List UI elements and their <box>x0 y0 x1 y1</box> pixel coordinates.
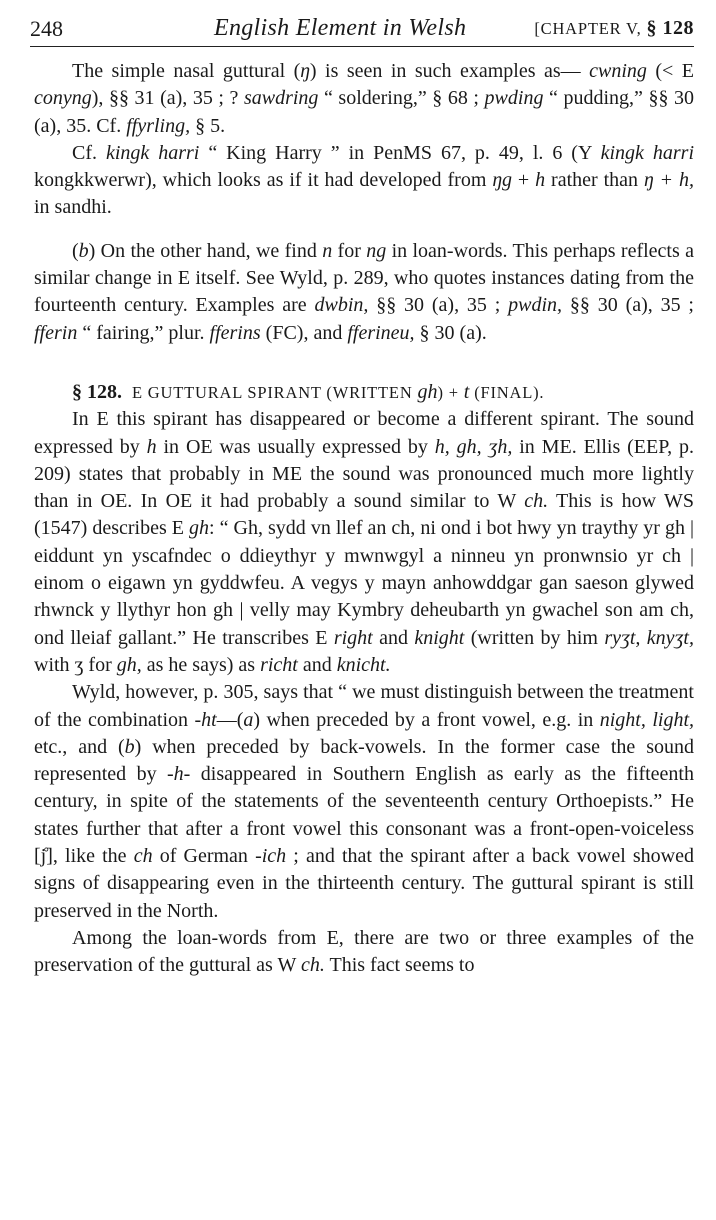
paragraph-loan-words-from-e: Among the loan-words from E, there are two or three examples of the preservation of the guttural as W ch. This fact seems to <box>34 926 694 977</box>
paragraph-wyld: Wyld, however, p. 305, says that “ we must distinguish between the treatment of the combination -ht—(a) when preceded by a front vowel, e.g. in night, light, etc., and (b) when preceded by back-vowels. In the former case the sound represented by -h- disappeared in Southern English as early as the fifteenth century, in spite of the statements of the seventeenth century Orthoepists.” He states further that after a front vowel this consonant was a front-open-voiceless [j̊], like the ch of German -ich ; and that the spirant after a back vowel showed signs of disappearing even in the thirteenth century. The guttural spirant is still preserved in the North. <box>34 681 694 922</box>
section-number: § 128. <box>72 380 122 403</box>
running-header <box>30 12 694 47</box>
paragraph-nasal-guttural: The simple nasal guttural (ŋ) is seen in such examples as— cwning (< E conyng), §§ 31 (a), 35 ; ? sawdring “ soldering,” § 68 ; pwding “ pudding,” §§ 30 (a), 35. Cf. ffyrling, § 5. <box>34 60 694 137</box>
section-heading: § 128. E GUTTURAL SPIRANT (WRITTEN gh) + t (FINAL). <box>72 380 545 403</box>
page-body <box>34 58 694 980</box>
running-title: English Element in Welsh <box>214 15 467 41</box>
paragraph-kingk-harri: Cf. kingk harri “ King Harry ” in PenMS 67, p. 49, l. 6 (Y kingk harri kongkkwerwr), which looks as if it had developed from ŋg + h rather than ŋ + h, in sandhi. <box>34 141 695 219</box>
paragraph-loan-words: (b) On the other hand, we find n for ng in loan-words. This perhaps reflects a similar change in E itself. See Wyld, p. 289, who quotes instances dating from the fourteenth century. Examples are dwbin, §§ 30 (a), 35 ; pwdin, §§ 30 (a), 35 ; fferin “ fairing,” plur. fferins (FC), and fferineu, § 30 (a). <box>34 239 695 344</box>
paragraph-spirant: In E this spirant has disappeared or become a different spirant. The sound expressed by h in OE was usually expressed by h, gh, ʒh, in ME. Ellis (EEP, p. 209) states that probably in ME the sound was pronounced much more lightly than in OE. In OE it had probably a sound similar to W ch. This is how WS (1547) describes E gh: “ Gh, sydd vn llef an ch, ni ond i bot hwy yn traythy yr gh | eiddunt yn yscafndec o ddieythyr y mwnwgyl a ninneu yn pronwnsio yr ch | einom o eigawn yn gyddwfeu. A vegys y mayn anhowddgar gan saeson glywed rhwnck y llythyr hon gh | velly may Kymbry deheubarth yn gwachel son am ch, ond lleiaf gallant.” He transcribes E right and knight (written by him ryʒt, knyʒt, with ʒ for gh, as he says) as richt and knicht. <box>34 408 695 676</box>
page-number: 248 <box>30 16 63 41</box>
chapter-reference: [CHAPTER V, § 128 <box>534 17 694 39</box>
